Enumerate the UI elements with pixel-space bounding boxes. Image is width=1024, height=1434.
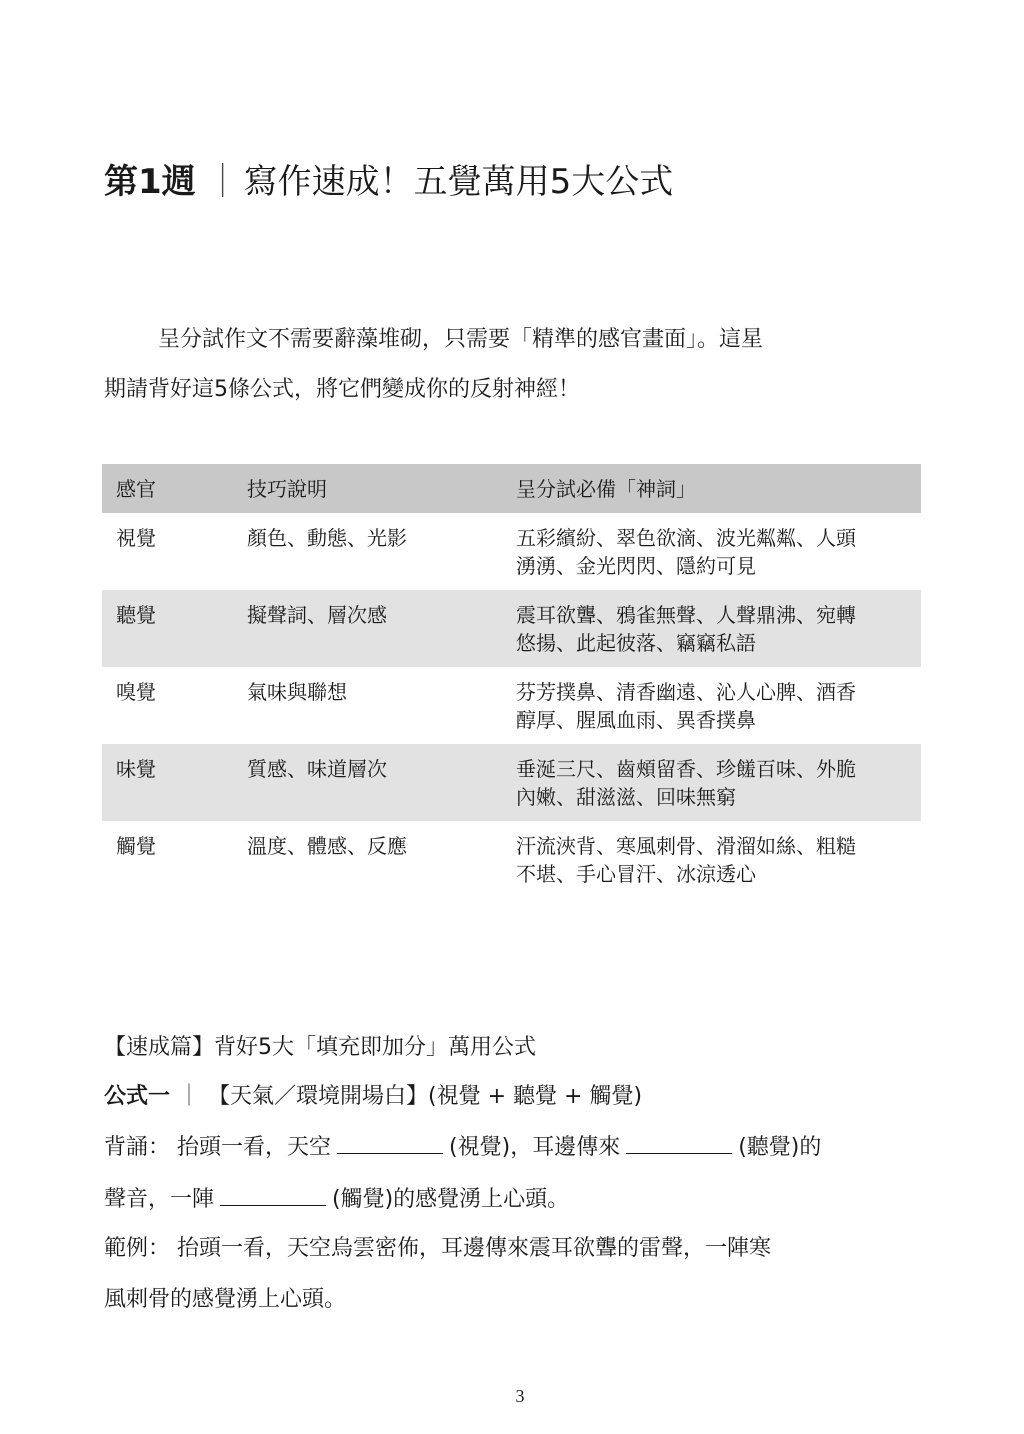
title-text: 寫作速成！五覺萬用5大公式	[243, 162, 674, 202]
fill-blank	[337, 1129, 443, 1154]
table-header-row	[102, 464, 921, 513]
example-text: 抬頭一看，天空烏雲密佈，耳邊傳來震耳欲聾的雷聲，一陣寒	[177, 1236, 772, 1261]
recite-text: 聲音，一陣	[104, 1187, 215, 1212]
words-line: 悠揚、此起彼落、竊竊私語	[516, 631, 756, 655]
words-cell	[502, 667, 921, 744]
fill-blank	[626, 1129, 732, 1154]
header-technique: 技巧說明	[233, 464, 502, 513]
formula-label: 公式一	[104, 1084, 171, 1109]
section-title: 【速成篇】背好5大「填充即加分」萬用公式	[104, 1035, 536, 1060]
recite-label: 背誦：	[104, 1135, 171, 1160]
recite-line-1	[104, 1128, 821, 1168]
fill-blank	[220, 1181, 326, 1206]
sense-cell: 嗅覺	[116, 680, 156, 704]
words-cell	[502, 513, 921, 590]
technique-cell: 質感、味道層次	[233, 744, 502, 821]
recite-text: 抬頭一看，天空	[177, 1135, 332, 1160]
example-line-1	[104, 1229, 771, 1269]
example-line-2: 風刺骨的感覺湧上心頭。	[104, 1287, 347, 1312]
words-line: 芬芳撲鼻、清香幽遠、沁人心脾、酒香	[516, 680, 856, 704]
sense-cell: 觸覺	[116, 834, 156, 858]
words-line: 湧湧、金光閃閃、隱約可見	[516, 554, 756, 578]
words-line: 五彩繽紛、翠色欲滴、波光粼粼、人頭	[516, 526, 856, 550]
technique-cell: 溫度、體感、反應	[247, 834, 407, 858]
formula-heading	[104, 1077, 642, 1117]
header-sense: 感官	[102, 464, 233, 513]
intro-line-1: 呈分試作文不需要辭藻堆砌，只需要「精準的感官畫面」。這星	[158, 327, 764, 352]
page-title	[104, 160, 673, 204]
sense-cell: 視覺	[116, 526, 156, 550]
technique-cell: 顏色、動態、光影	[247, 526, 407, 550]
title-separator: ｜	[205, 162, 240, 202]
technique-cell: 氣味與聯想	[247, 680, 347, 704]
sense-cell: 聽覺	[102, 590, 233, 667]
words-line: 不堪、手心冒汗、冰涼透心	[516, 862, 756, 886]
page-number: 3	[515, 1386, 525, 1406]
sense-cell: 味覺	[102, 744, 233, 821]
words-cell	[502, 744, 921, 821]
formula-name: 【天氣／環境開場白】(視覺 + 聽覺 + 觸覺)	[208, 1084, 643, 1109]
recite-line-2	[104, 1180, 569, 1220]
words-line: 汗流浹背、寒風刺骨、滑溜如絲、粗糙	[516, 834, 856, 858]
words-cell	[502, 821, 921, 898]
recite-text: (聽覺)的	[738, 1135, 822, 1160]
table-row	[102, 513, 921, 590]
words-line: 內嫩、甜滋滋、回味無窮	[516, 785, 736, 809]
words-cell	[502, 590, 921, 667]
words-line: 垂涎三尺、齒頰留香、珍饈百味、外脆	[516, 757, 856, 781]
table-row	[102, 744, 921, 821]
words-line: 震耳欲聾、鴉雀無聲、人聲鼎沸、宛轉	[516, 603, 856, 627]
table-row	[102, 821, 921, 898]
intro-line-2: 期請背好這5條公式，將它們變成你的反射神經！	[104, 377, 580, 402]
technique-cell: 擬聲詞、層次感	[233, 590, 502, 667]
header-words: 呈分試必備「神詞」	[502, 464, 921, 513]
recite-text: (視覺)，耳邊傳來	[449, 1135, 621, 1160]
example-label: 範例：	[104, 1236, 171, 1261]
table-row	[102, 667, 921, 744]
formula-separator: ｜	[178, 1084, 201, 1109]
recite-text: (觸覺)的感覺湧上心頭。	[332, 1187, 570, 1212]
words-line: 醇厚、腥風血雨、異香撲鼻	[516, 708, 756, 732]
senses-table	[102, 464, 921, 898]
week-label: 第1週	[104, 162, 196, 202]
table-row	[102, 590, 921, 667]
